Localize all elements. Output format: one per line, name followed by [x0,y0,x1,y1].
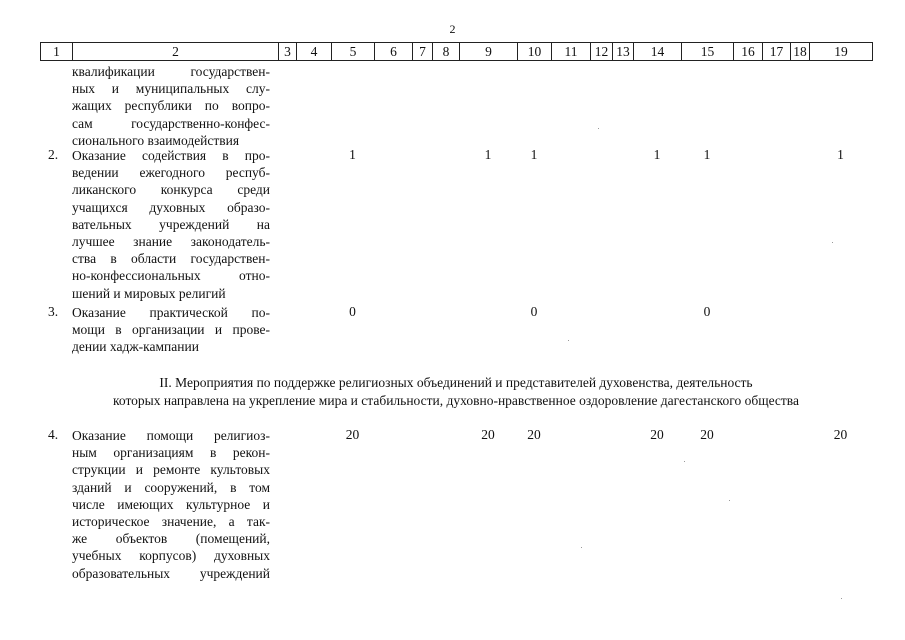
row-1-line: квалификации государствен- [72,64,270,79]
row-1-description [72,63,270,149]
row-3-line: Оказание практической по- [72,305,270,320]
row-2-line: ведении ежегодного респуб- [72,165,270,181]
column-header-4: 4 [296,43,331,60]
row-2-line: Оказание содействия в про- [72,148,270,163]
scan-speck [568,340,569,341]
row-2-line: шений и мировых религий [72,285,226,301]
row-4-value-col-14: 20 [650,427,664,442]
header-right-border [872,42,873,61]
column-header-13: 13 [612,43,633,60]
row-2-line: но-конфессиональных отно- [72,268,270,284]
column-header-2: 2 [72,43,278,60]
row-3-description [72,304,270,356]
row-3-line: дении хадж-кампании [72,339,199,355]
row-3-line: мощи в организации и прове- [72,322,270,338]
row-2-line: ликанского конкурса среди [72,182,270,198]
row-2-value-col-15: 1 [703,147,711,162]
column-header-8: 8 [432,43,459,60]
row-4-line: учебных корпусов) духовных [72,548,270,564]
row-2-value-col-19: 1 [837,147,844,162]
column-header-14: 14 [633,43,681,60]
column-header-1: 1 [40,43,72,60]
row-2-value-col-5: 1 [349,147,356,162]
column-header-11: 11 [551,43,590,60]
row-3-value-col-5: 0 [349,304,356,319]
scan-speck [684,461,685,462]
column-header-6: 6 [374,43,412,60]
column-header-16: 16 [733,43,762,60]
column-header-17: 17 [762,43,790,60]
row-1-line: жащих республики по вопро- [72,98,270,114]
row-1-line: сионального взаимодействия [72,132,240,148]
row-4-description [72,427,270,582]
row-2-value-col-9: 1 [484,147,492,162]
scan-speck [729,500,730,501]
column-header-15: 15 [681,43,733,60]
column-header-12: 12 [590,43,612,60]
column-header-3: 3 [278,43,296,60]
column-header-5: 5 [331,43,374,60]
row-4-line: образовательных учреждений [72,565,270,581]
row-4-value-col-19: 20 [833,427,848,442]
row-4-line: Оказание помощи религиоз- [72,428,270,443]
row-2-number: 2. [48,147,59,162]
row-1-line: сам государственно-конфес- [72,115,270,131]
section-heading [40,374,872,409]
row-1-line: ных и муниципальных слу- [72,81,270,97]
row-2-value-col-10: 1 [530,147,538,162]
row-4-value-col-5: 20 [345,427,360,442]
row-3-number: 3. [48,304,59,319]
row-4-line: ным организациям в рекон- [72,445,270,461]
column-header-9: 9 [459,43,517,60]
row-2-line: учащихся духовных образо- [72,199,270,215]
row-2-description [72,147,270,302]
row-4-line: историческое значение, а так- [72,514,270,530]
row-4-value-col-9: 20 [481,427,495,442]
row-4-line: зданий и сооружений, в том [72,479,270,495]
column-header-10: 10 [517,43,551,60]
row-3-value-col-15: 0 [703,304,711,319]
row-4-line: же объектов (помещений, [72,531,270,547]
row-2-line: лучшее знание законодатель- [72,234,270,250]
row-4-number: 4. [48,427,59,442]
row-2-line: ства в области государствен- [72,251,270,267]
column-header-19: 19 [809,43,872,60]
scan-speck [841,598,842,599]
page-number: 2 [449,22,456,36]
row-4-value-col-10: 20 [527,427,541,442]
row-4-value-col-15: 20 [700,427,714,442]
row-4-line: струкции и ремонте культовых [72,462,270,478]
row-2-line: вательных учреждений на [72,216,270,232]
row-2-value-col-14: 1 [653,147,661,162]
scan-speck [598,128,599,129]
column-header-7: 7 [412,43,432,60]
column-header-18: 18 [790,43,809,60]
scan-speck [581,547,582,548]
section-heading-line-1: II. Мероприятия по поддержке религиозных объединений и представителей духовенства, деятельность [159,375,753,390]
scan-speck [832,242,833,243]
row-3-value-col-10: 0 [530,304,538,319]
row-4-line: числе имеющих культурное и [72,496,270,512]
header-bottom-rule [40,60,872,61]
section-heading-line-2: которых направлена на укрепление мира и стабильности, духовно-нравственное оздоровление дагестанского общества [113,392,799,408]
